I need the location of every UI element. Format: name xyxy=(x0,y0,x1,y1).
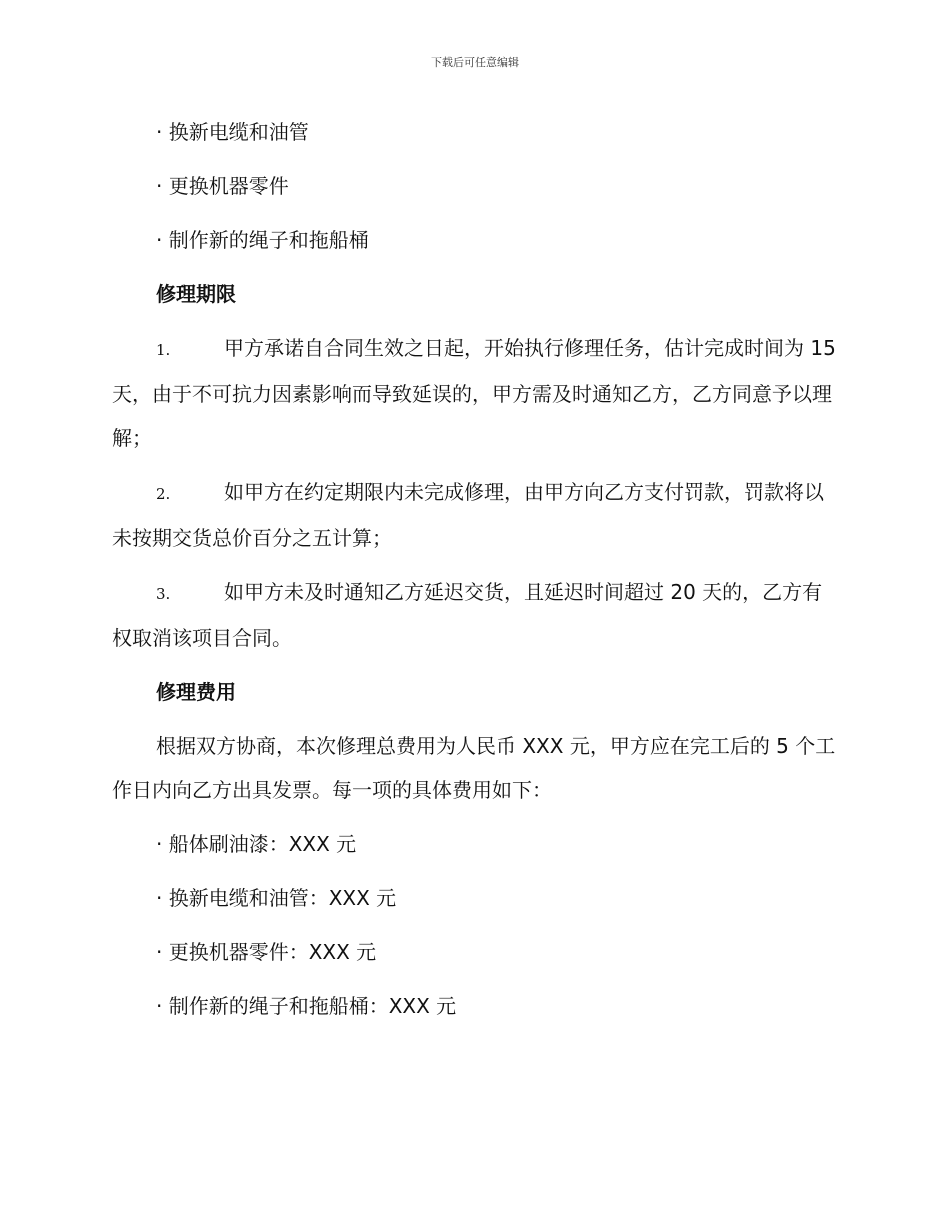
item-number: 2. xyxy=(156,485,171,503)
item-text: 如甲方未及时通知乙方延迟交货，且延迟时间超过 20 天的，乙方有权取消该项目合同。 xyxy=(112,580,823,650)
item-text: 如甲方在约定期限内未完成修理，由甲方向乙方支付罚款，罚款将以未按期交货总价百分之五计算； xyxy=(112,480,824,550)
cost-list-item: · 船体刷油漆：XXX 元 xyxy=(156,832,357,856)
cost-list-item: · 换新电缆和油管：XXX 元 xyxy=(156,886,397,910)
list-item: · 制作新的绳子和拖船桶 xyxy=(156,228,369,252)
numbered-item xyxy=(112,570,837,660)
header-note: 下载后可任意编辑 xyxy=(431,56,519,69)
item-number: 1. xyxy=(156,341,171,359)
numbered-item xyxy=(112,326,837,460)
cost-list-item: · 制作新的绳子和拖船桶：XXX 元 xyxy=(156,994,457,1018)
document-body xyxy=(112,110,837,1038)
item-number: 3. xyxy=(156,585,171,603)
section-heading-repair-period: 修理期限 xyxy=(156,282,236,306)
cost-paragraph: 根据双方协商，本次修理总费用为人民币 XXX 元，甲方应在完工后的 5 个工作日内向乙方出具发票。每一项的具体费用如下： xyxy=(112,734,836,802)
numbered-item xyxy=(112,470,837,560)
item-text: 甲方承诺自合同生效之日起，开始执行修理任务，估计完成时间为 15 天，由于不可抗力因素影响而导致延误的，甲方需及时通知乙方，乙方同意予以理解； xyxy=(112,336,836,450)
list-item: · 换新电缆和油管 xyxy=(156,120,309,144)
section-heading-repair-cost: 修理费用 xyxy=(156,680,236,704)
list-item: · 更换机器零件 xyxy=(156,174,289,198)
cost-list-item: · 更换机器零件：XXX 元 xyxy=(156,940,377,964)
